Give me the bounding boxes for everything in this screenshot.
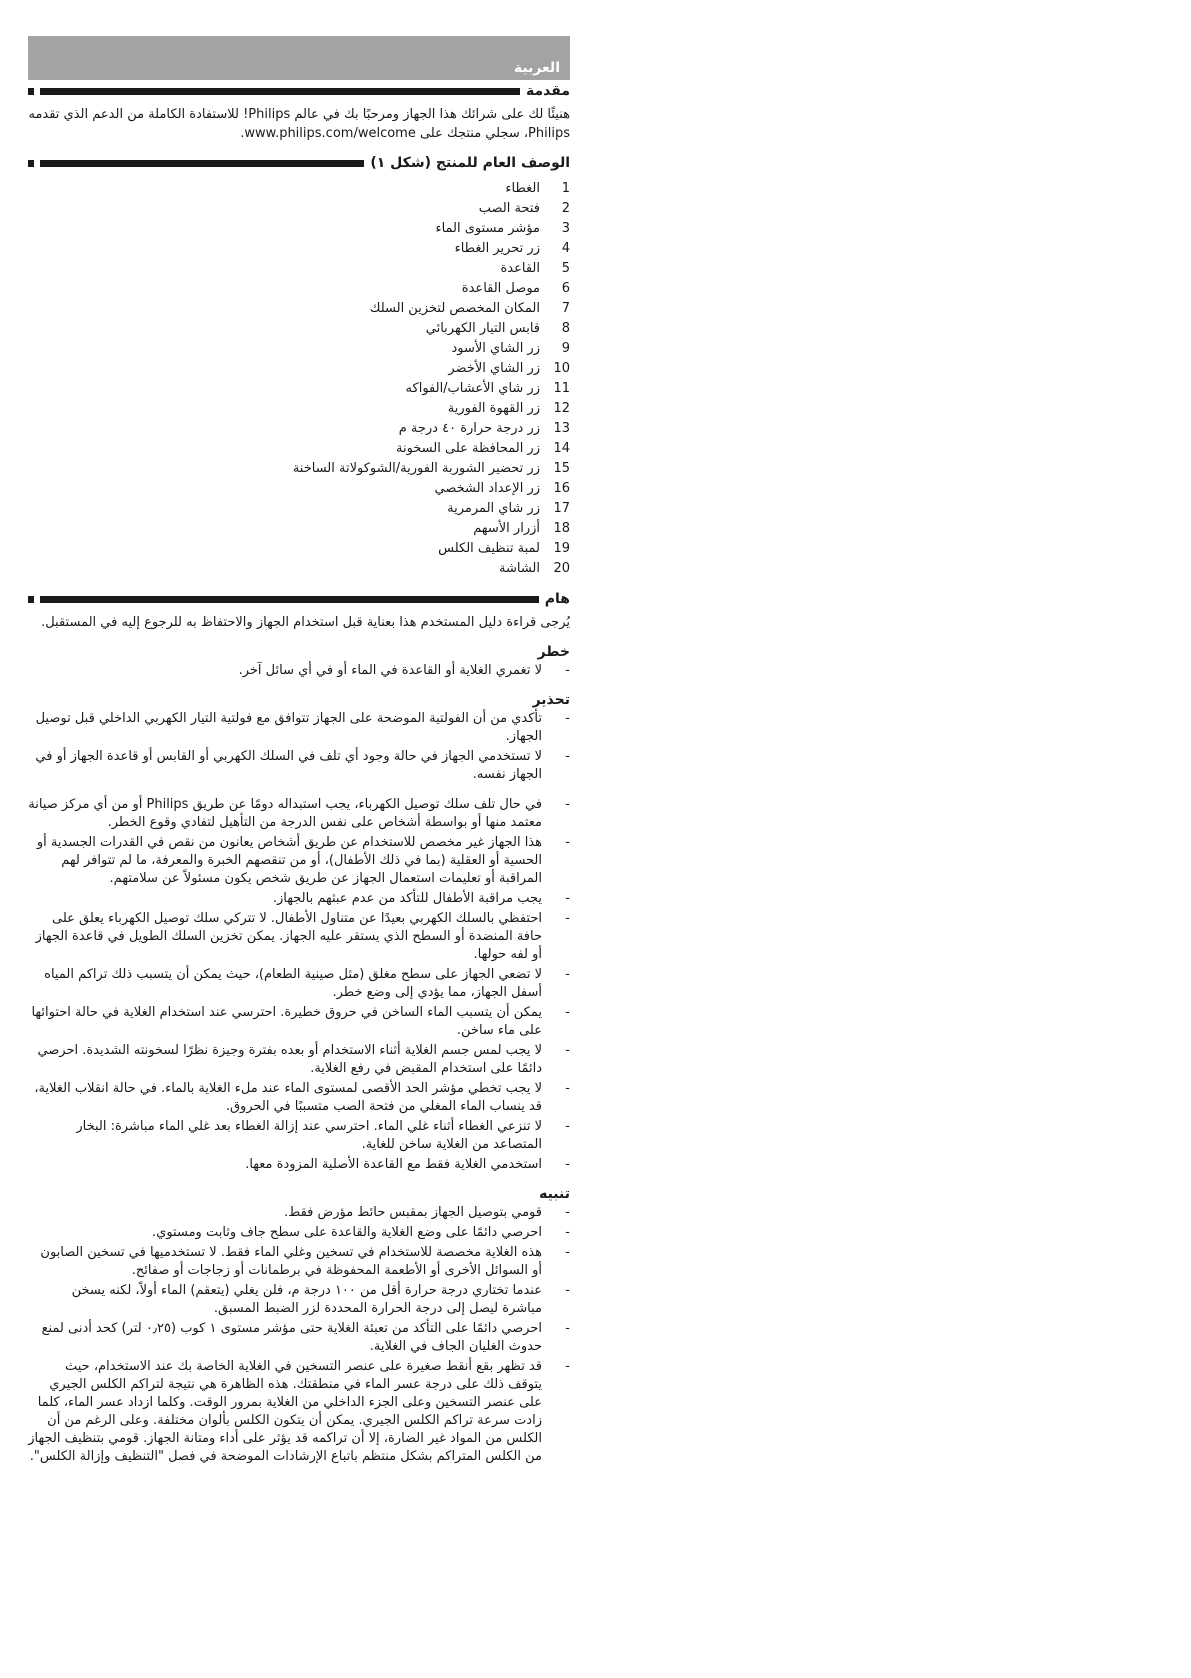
part-number: 13 [553,421,570,436]
bullet-item: - استخدمي الغلاية فقط مع القاعدة الأصلية المزودة معها. [28,1156,570,1174]
part-item [28,259,570,279]
part-label: زر الإعداد الشخصي [434,481,540,496]
part-number: 12 [553,401,570,416]
part-number: 2 [561,201,570,216]
part-item [28,299,570,319]
heading-block [28,596,34,603]
part-label: مؤشر مستوى الماء [435,221,540,236]
part-number: 5 [561,261,570,276]
part-number: 18 [553,521,570,536]
part-item [28,419,570,439]
part-item [28,279,570,299]
bullet-item: - لا يجب تخطي مؤشر الحد الأقصى لمستوى الماء عند ملء الغلاية بالماء. في حالة انقلاب الغلاية، قد ينساب الماء المغلي من فتحة الصب متسببًا في الحروق. [28,1080,570,1116]
intro-heading [28,83,570,99]
bullet-item: - قومي بتوصيل الجهاز بمقبس حائط مؤرض فقط. [28,1204,570,1222]
part-number: 11 [553,381,570,396]
part-number: 16 [553,481,570,496]
part-label: زر تحرير الغطاء [454,241,540,256]
part-label: القاعدة [500,261,540,276]
overview-heading-text: الوصف العام للمنتج (شكل ١) [370,155,570,171]
bullet-item: - يمكن أن يتسبب الماء الساخن في حروق خطيرة. احترسي عند استخدام الغلاية في حالة احتوائها على ماء ساخن. [28,1004,570,1040]
part-number: 10 [553,361,570,376]
language-tab [28,36,570,80]
heading-rule [40,596,539,603]
part-label: الغطاء [505,181,540,196]
part-number: 9 [561,341,570,356]
bullet-item: - لا يجب لمس جسم الغلاية أثناء الاستخدام أو بعده بفترة وجيزة نظرًا لسخونته الشديدة. احرصي دائمًا على استخدام المقبض في رفع الغلاية. [28,1042,570,1078]
bullet-item: - لا تضعي الجهاز على سطح مغلق (مثل صينية الطعام)، حيث يمكن أن يتسبب ذلك تراكم المياه أسفل الجهاز، مما يؤدي إلى وضع خطر. [28,966,570,1002]
bullet-item: - يجب مراقبة الأطفال للتأكد من عدم عبثهم بالجهاز. [28,890,570,908]
bullet-item: - احرصي دائمًا على التأكد من تعبئة الغلاية حتى مؤشر مستوى ١ كوب (٠٫٢٥ لتر) كحد أدنى لمنع حدوث الغليان الجاف في الغلاية. [28,1320,570,1356]
heading-rule [40,160,364,167]
part-label: فتحة الصب [478,201,540,216]
danger-title: خطر [537,644,570,660]
part-number: 15 [553,461,570,476]
part-label: زر شاي الأعشاب/الفواكه [405,381,540,396]
language-label: العربية [513,60,560,76]
part-number: 6 [561,281,570,296]
part-number: 14 [553,441,570,456]
warning-title: تحذير [532,692,570,708]
part-item [28,339,570,359]
intro-heading-text: مقدمة [526,83,570,99]
part-item [28,359,570,379]
part-label: زر الشاي الأسود [451,341,540,356]
part-number: 4 [561,241,570,256]
heading-rule [40,88,520,95]
part-number: 7 [561,301,570,316]
bullet-item: - قد تظهر بقع أنقط صغيرة على عنصر التسخين في الغلاية الخاصة بك عند الاستخدام، حيث يتوقف ذلك على درجة عسر الماء في منطقتك. هذه الظاهرة هي نتيجة لتراكم الكلس الجيري على عنصر التسخين وعلى الجزء الداخلي من الغلاية بمرور الوقت. وكلما ازداد عسر الماء، كلما زادت سرعة تراكم الكلس الجيري. يمكن أن يتكون الكلس بألوان مختلفة. وعلى الرغم من أن الكلس من المواد غير الضارة، إلا أن تراكمه قد يؤثر على أداء ومتانة الجهاز. قومي بتنظيف الجهاز من الكلس المتراكم بشكل منتظم باتباع الإرشادات الموضحة في فصل "التنظيف وإزالة الكلس". [28,1358,570,1466]
bullet-item: - لا تغمري الغلاية أو القاعدة في الماء أو في أي سائل آخر. [28,662,570,680]
part-label: لمبة تنظيف الكلس [438,541,540,556]
part-item [28,239,570,259]
intro-text: هنيئًا لك على شرائك هذا الجهاز ومرحبًا بك في عالم Philips! للاستفادة الكاملة من الدعم الذي تقدمه Philips، سجلي منتجك على www.philips.com/welcome. [28,107,570,141]
overview-heading [28,155,570,171]
part-item [28,459,570,479]
caution-title: تنبيه [539,1186,570,1202]
bullet-item: - احتفظي بالسلك الكهربي بعيدًا عن متناول الأطفال. لا تتركي سلك توصيل الكهرباء يعلق على حافة المنضدة أو السطح الذي يستقر عليه الجهاز. يمكن تخزين السلك الطويل في قاعدة الجهاز أو لفه حولها. [28,910,570,964]
warning-list-continued [28,796,570,1174]
part-item [28,539,570,559]
list-gap [28,786,570,796]
part-item [28,519,570,539]
parts-list [28,179,570,579]
part-item [28,179,570,199]
part-item [28,379,570,399]
important-text: يُرجى قراءة دليل المستخدم هذا بعناية قبل استخدام الجهاز والاحتفاظ به للرجوع إليه في المستقبل. [41,615,570,630]
part-label: الشاشة [499,561,540,576]
part-label: زر المحافظة على السخونة [395,441,540,456]
part-number: 20 [553,561,570,576]
part-item [28,199,570,219]
part-item [28,559,570,579]
heading-block [28,88,34,95]
part-label: زر الشاي الأخضر [448,361,540,376]
part-number: 8 [561,321,570,336]
bullet-item: - في حال تلف سلك توصيل الكهرباء، يجب استبداله دومًا عن طريق Philips أو من أي مركز صيانة معتمد منها أو بواسطة أشخاص على نفس الدرجة من التأهيل لتفادي وقوع الخطر. [28,796,570,832]
important-heading [28,591,570,607]
part-label: زر القهوة الفورية [447,401,540,416]
part-label: قابس التيار الكهربائي [425,321,540,336]
bullet-item: - لا تستخدمي الجهاز في حالة وجود أي تلف في السلك الكهربي أو القابس أو قاعدة الجهاز أو في الجهاز نفسه. [28,748,570,784]
danger-list [28,662,570,680]
bullet-item: - احرصي دائمًا على وضع الغلاية والقاعدة على سطح جاف وثابت ومستوي. [28,1224,570,1242]
part-label: زر شاي المرمرية [447,501,540,516]
part-item [28,439,570,459]
bullet-item: - لا تنزعي الغطاء أثناء غلي الماء. احترسي عند إزالة الغطاء بعد غلي الماء مباشرة: البخار المتصاعد من الغلاية ساخن للغاية. [28,1118,570,1154]
part-number: 19 [553,541,570,556]
bullet-item: - هذا الجهاز غير مخصص للاستخدام عن طريق أشخاص يعانون من نقص في القدرات الجسدية أو الحسية أو العقلية (بما في ذلك الأطفال)، أو من تنقصهم الخبرة والمعرفة، ما لم تتوافر لهم المراقبة أو تعليمات استعمال الجهاز عن طريق شخص يكون مسئولاً عن سلامتهم. [28,834,570,888]
part-item [28,499,570,519]
part-label: موصل القاعدة [461,281,540,296]
part-number: 17 [553,501,570,516]
caution-list [28,1204,570,1466]
important-heading-text: هام [544,591,570,607]
part-item [28,399,570,419]
bullet-item: - هذه الغلاية مخصصة للاستخدام في تسخين وغلي الماء فقط. لا تستخدميها في تسخين الصابون أو السوائل الأخرى أو الأطعمة المحفوظة في برطمانات أو زجاجات أو صفائح. [28,1244,570,1280]
bullet-item: - تأكدي من أن الفولتية الموضحة على الجهاز تتوافق مع فولتية التيار الكهربي الداخلي قبل توصيل الجهاز. [28,710,570,746]
part-label: زر درجة حرارة ٤٠ درجة م [398,421,540,436]
part-number: 3 [561,221,570,236]
manual-column [28,36,570,1468]
part-label: أزرار الأسهم [473,521,540,536]
part-label: زر تحضير الشوربة الفورية/الشوكولاتة الساخنة [292,461,540,476]
part-number: 1 [561,181,570,196]
heading-block [28,160,34,167]
part-item [28,319,570,339]
part-item [28,219,570,239]
bullet-item: - عندما تختاري درجة حرارة أقل من ١٠٠ درجة م، فلن يغلي (يتعقم) الماء أولاً، لكنه يسخن مباشرة ليصل إلى درجة الحرارة المحددة لزر الضبط المسبق. [28,1282,570,1318]
warning-list [28,710,570,784]
part-item [28,479,570,499]
part-label: المكان المخصص لتخزين السلك [369,301,540,316]
